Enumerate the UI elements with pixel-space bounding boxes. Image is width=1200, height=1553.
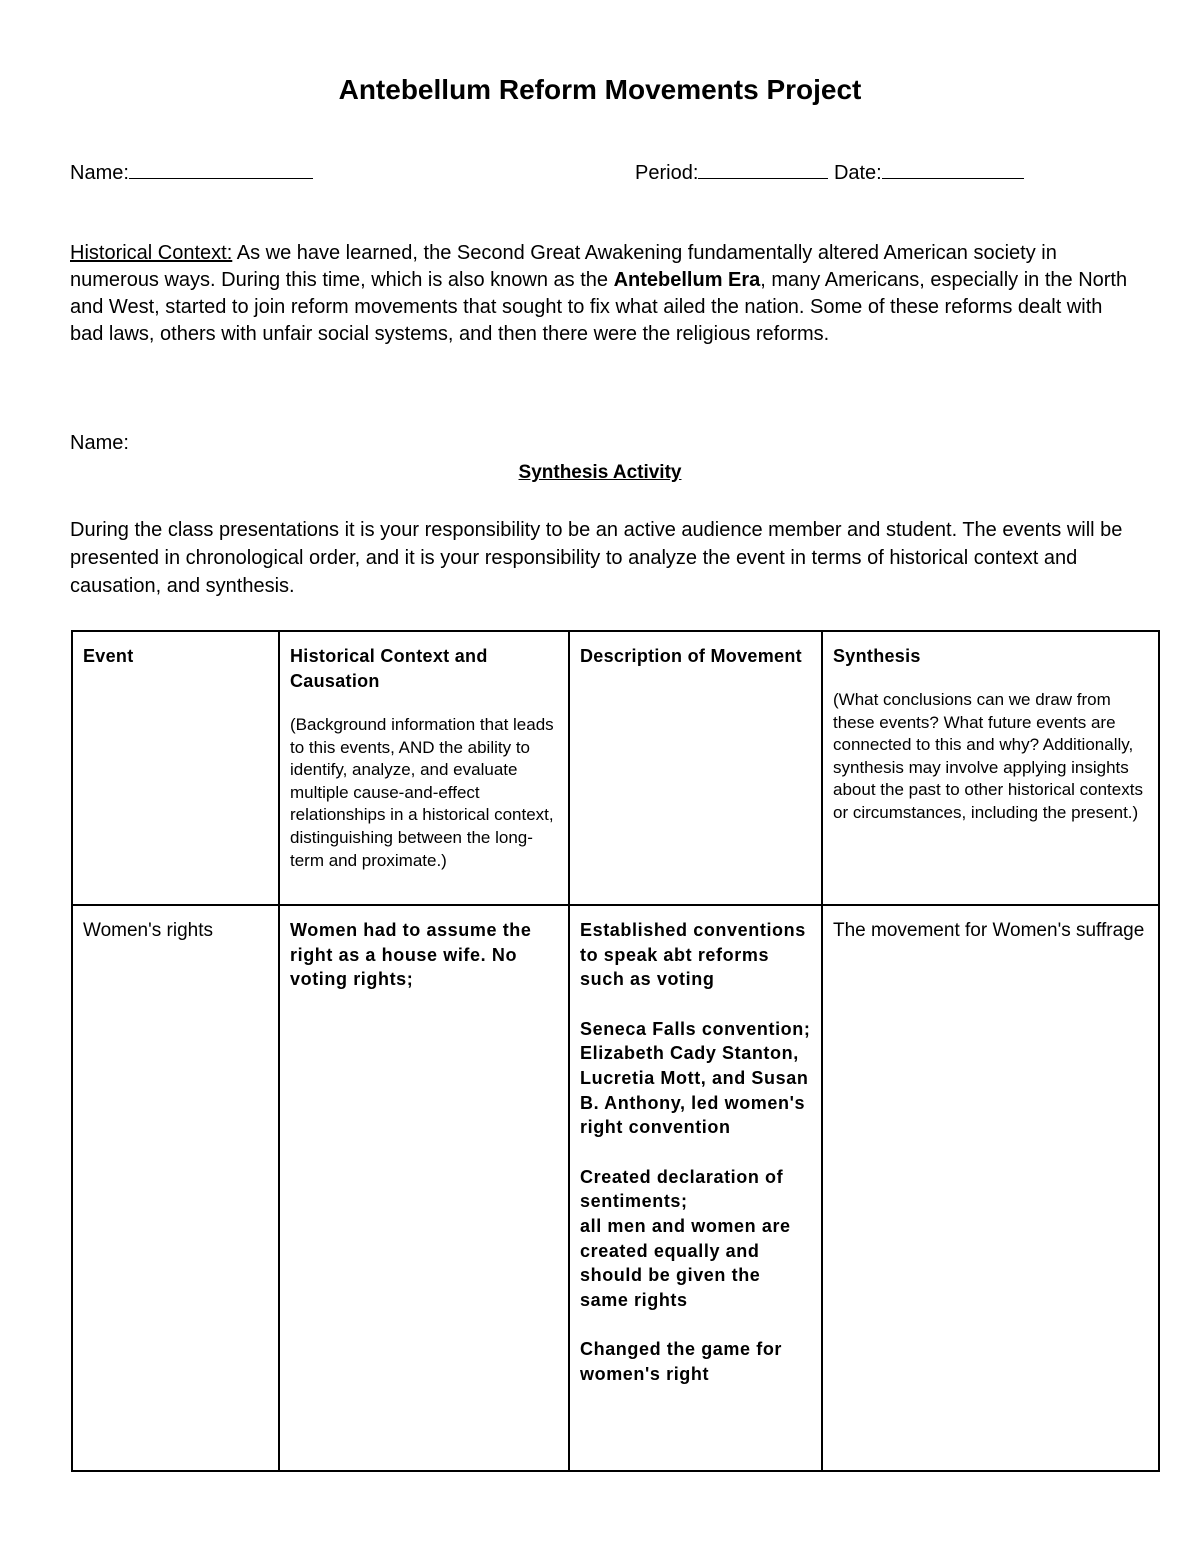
header-cell-description	[569, 631, 822, 905]
header-event-title: Event	[83, 646, 134, 666]
synthesis-text: The movement for Women's suffrage	[833, 920, 1145, 941]
historical-context-text-2: , many Americans, especially in the North and West, started to join reform movements that sought to fix what ailed the nation. Some of these reforms dealt with bad laws, others with unfair social systems, and then there were the religious reforms.	[70, 269, 1128, 345]
name-field[interactable]	[70, 160, 313, 186]
historical-context-label: Historical Context:	[70, 242, 233, 264]
table-header-row	[72, 631, 1159, 905]
table-row	[72, 905, 1159, 1471]
date-blank[interactable]	[882, 160, 1024, 179]
period-label: Period:	[635, 162, 699, 184]
historical-context-paragraph	[70, 240, 1135, 348]
instructions-paragraph: During the class presentations it is your responsibility to be an active audience member and student. The events will be presented in chronological order, and it is your responsibility to analyze the event in terms of historical context and causation, and synthesis.	[70, 519, 1123, 597]
context-text: Women had to assume the right as a house wife. No voting rights;	[290, 920, 532, 990]
header-synthesis-note: (What conclusions can we draw from these events? What future events are connected to this and why? Additionally, synthesis may involve applying insights about the past to other historical contexts or circumstances, including the present.)	[833, 690, 1143, 822]
header-context-note: (Background information that leads to this events, AND the ability to identify, analyze, and evaluate multiple cause-and-effect relationships in a historical context, distinguishing between the long-term and proximate.)	[290, 715, 554, 870]
description-paragraph: Created declaration of sentiments; all men and women are created equally and should be given the same rights	[580, 1166, 791, 1310]
header-synthesis-title: Synthesis	[833, 646, 921, 666]
event-cell[interactable]	[72, 905, 279, 1471]
context-cell[interactable]	[279, 905, 569, 1471]
synthesis-activity-heading: Synthesis Activity	[518, 462, 682, 483]
page-title: Antebellum Reform Movements Project	[338, 74, 862, 105]
period-blank[interactable]	[698, 160, 828, 179]
header-cell-event	[72, 631, 279, 905]
header-cell-synthesis	[822, 631, 1159, 905]
description-paragraph: Seneca Falls convention; Elizabeth Cady Stanton, Lucretia Mott, and Susan B. Anthony, led women's right convention	[580, 1018, 811, 1138]
event-text: Women's rights	[83, 920, 213, 941]
description-paragraph: Changed the game for women's right	[580, 1339, 783, 1384]
name-blank[interactable]	[129, 160, 313, 179]
name-label: Name:	[70, 162, 129, 184]
period-field[interactable]	[635, 160, 1024, 186]
name-label-2: Name:	[70, 432, 129, 454]
historical-context-text-1: As we have learned, the Second Great Awakening fundamentally altered American society in numerous ways. During this time, which is also known as the	[70, 242, 1057, 291]
synthesis-cell[interactable]	[822, 905, 1159, 1471]
header-cell-historical-context	[279, 631, 569, 905]
header-description-title: Description of Movement	[580, 646, 802, 666]
antebellum-era-term: Antebellum Era	[613, 269, 761, 291]
description-cell[interactable]	[569, 905, 822, 1471]
header-context-title: Historical Context and Causation	[290, 646, 488, 691]
description-paragraph: Established conventions to speak abt reforms such as voting	[580, 920, 806, 990]
analysis-table	[71, 630, 1160, 1472]
date-label: Date:	[833, 162, 882, 184]
